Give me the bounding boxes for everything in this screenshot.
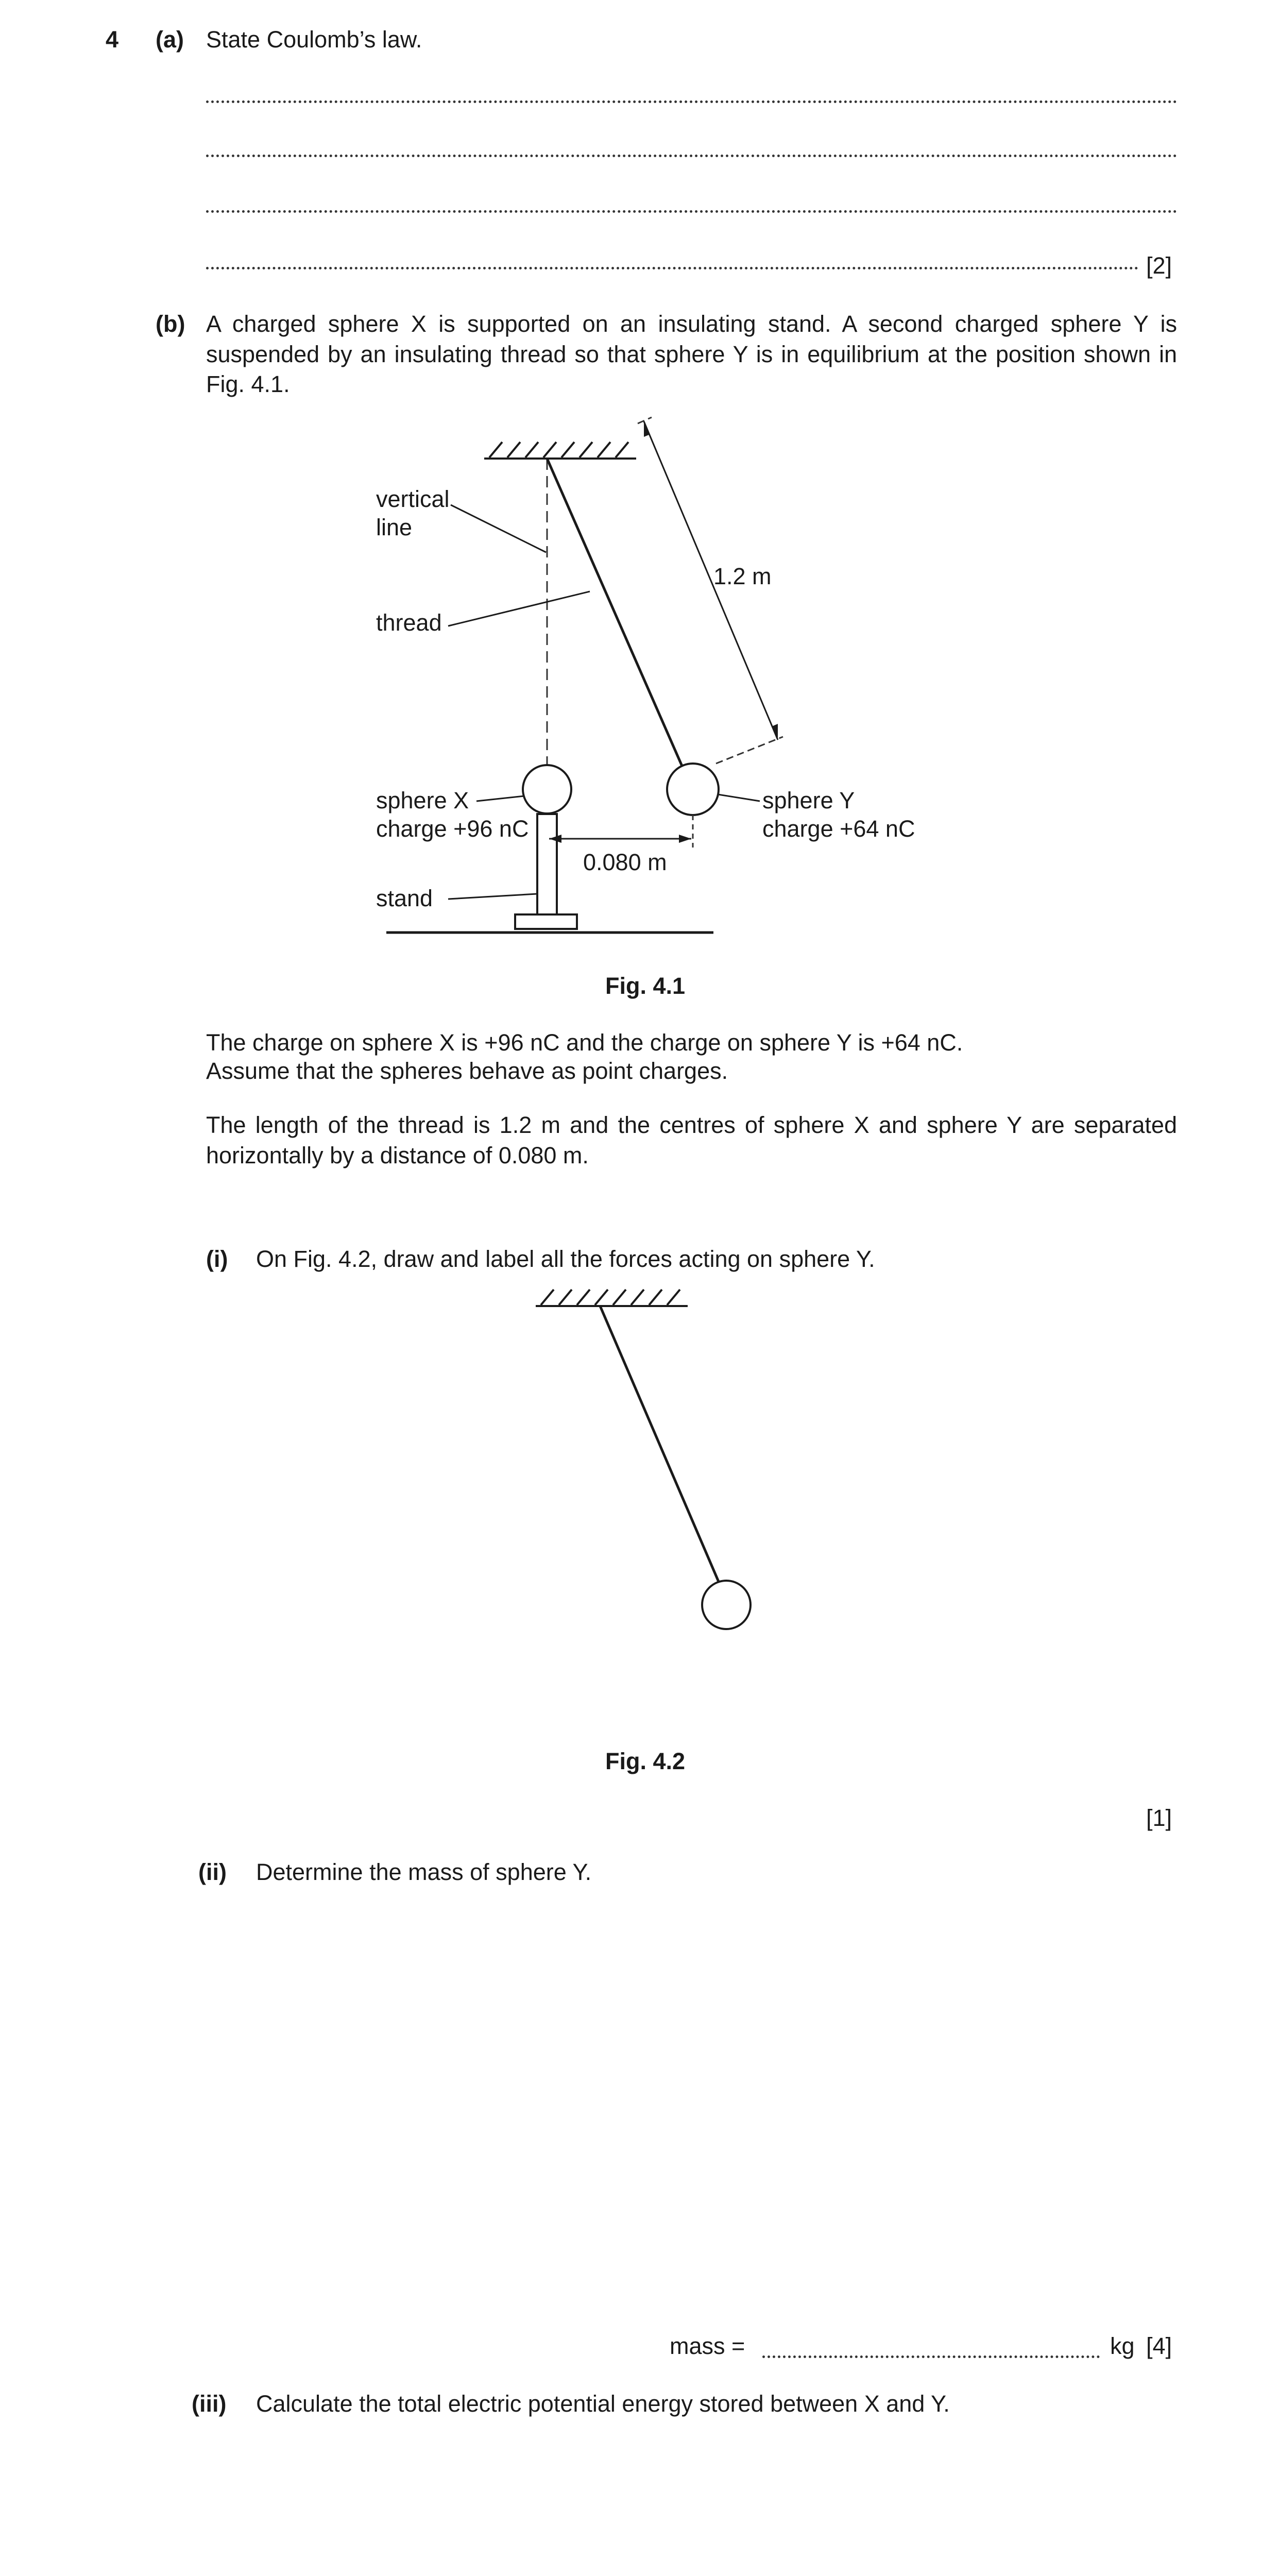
part-b-para2: Assume that the spheres behave as point charges.	[206, 1058, 728, 1084]
part-b-iii-prompt: Calculate the total electric potential energy stored between X and Y.	[256, 2391, 950, 2417]
part-b-ii-label: (ii)	[198, 1859, 227, 1885]
sphere-y	[667, 764, 719, 815]
mass-answer-line[interactable]	[762, 2355, 1100, 2358]
label-length: 1.2 m	[713, 563, 772, 589]
sphere-y-2	[702, 1581, 751, 1629]
label-vertical: vertical	[376, 486, 450, 512]
part-b-ii-prompt: Determine the mass of sphere Y.	[256, 1859, 592, 1885]
label-line: line	[376, 514, 413, 540]
ceiling-support-2	[536, 1290, 688, 1306]
label-charge-y: charge +64 nC	[762, 816, 915, 842]
part-b-para3: The length of the thread is 1.2 m and the centres of sphere X and sphere Y are separated horizontally by a distance of 0.080 m.	[206, 1112, 1177, 1168]
marks-a: [2]	[1146, 252, 1172, 279]
part-b-i-prompt: On Fig. 4.2, draw and label all the forces acting on sphere Y.	[256, 1246, 875, 1272]
part-a-label: (a)	[156, 26, 184, 53]
part-b-intro: A charged sphere X is supported on an insulating stand. A second charged sphere Y is suspended by an insulating thread so that sphere Y is in equilibrium at the position shown in Fig. 4.1.	[206, 311, 1177, 397]
label-separation: 0.080 m	[583, 849, 667, 875]
question-number: 4	[106, 26, 119, 53]
part-b-label: (b)	[156, 311, 185, 337]
part-b-iii-label: (iii)	[192, 2391, 227, 2417]
mass-unit: kg	[1110, 2333, 1135, 2359]
fig-4-2-caption: Fig. 4.2	[605, 1748, 686, 1774]
sphere-x	[523, 765, 571, 814]
label-sphere-y: sphere Y	[762, 787, 855, 814]
ceiling-support	[484, 442, 636, 459]
marks-b-ii: [4]	[1146, 2333, 1172, 2359]
thread-2	[600, 1306, 719, 1582]
label-stand: stand	[376, 885, 433, 911]
part-b-para1: The charge on sphere X is +96 nC and the charge on sphere Y is +64 nC.	[206, 1029, 963, 1056]
part-a-prompt: State Coulomb’s law.	[206, 26, 422, 53]
marks-b-i: [1]	[1146, 1805, 1172, 1831]
label-charge-x: charge +96 nC	[376, 816, 529, 842]
part-b-i-label: (i)	[206, 1246, 228, 1272]
mass-answer-label: mass =	[670, 2333, 745, 2359]
label-sphere-x: sphere X	[376, 787, 469, 814]
thread	[547, 459, 692, 788]
figure-4-1	[0, 0, 1278, 979]
fig-4-1-caption: Fig. 4.1	[605, 973, 686, 999]
label-thread: thread	[376, 609, 442, 636]
figure-4-2[interactable]	[0, 1262, 1278, 1664]
